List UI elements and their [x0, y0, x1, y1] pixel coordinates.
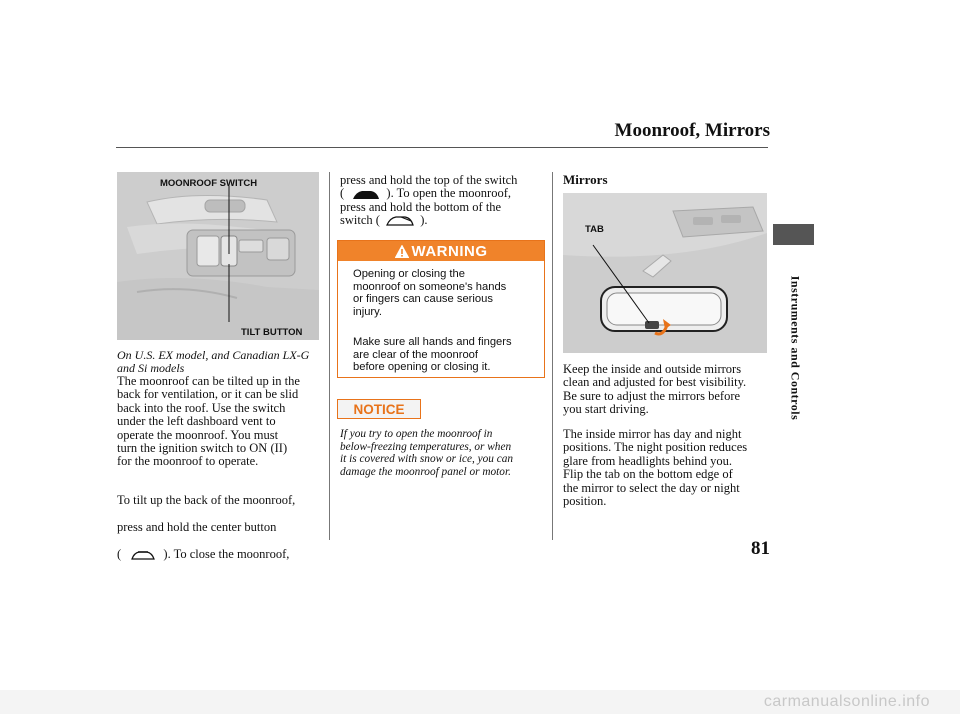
moonroof-switch-photo	[117, 172, 319, 340]
middle-line-1: press and hold the top of the switch	[340, 173, 518, 187]
footer-watermark: carmanualsonline.info	[0, 690, 960, 714]
tab-label: TAB	[585, 224, 604, 235]
column-divider-right	[552, 172, 553, 540]
close-moonroof-icon	[351, 189, 381, 201]
tilt-line-3: ( ). To close the moonroof,	[117, 547, 290, 562]
section-tab-marker	[773, 224, 814, 245]
tilt-line-2: press and hold the center button	[117, 520, 277, 535]
warning-text-1: Opening or closing the moonroof on someone's hands or fingers can cause serious injury.	[353, 268, 507, 318]
notice-badge: NOTICE	[337, 399, 421, 419]
mirror-illustration	[563, 193, 767, 353]
warning-triangle-icon	[395, 245, 409, 258]
moonroof-open-close-text	[340, 174, 550, 228]
column-divider-left	[329, 172, 330, 540]
mirrors-paragraph-1: Keep the inside and outside mirrors clean and adjusted for best visibility. Be sure to adjust the mirrors before you start driving.	[563, 362, 747, 417]
moonroof-switch-label: MOONROOF SWITCH	[160, 178, 258, 189]
middle-line-4: switch ( ).	[340, 213, 428, 228]
notice-text: If you try to open the moonroof in below-freezing temperatures, or when it is covered with snow or ice, you can damage the moonroof panel or motor.	[340, 428, 514, 478]
section-tab-label: Instruments and Controls	[788, 275, 803, 421]
warning-title: WARNING	[411, 242, 488, 260]
rearview-mirror-photo	[563, 193, 767, 353]
tilt-line-1: To tilt up the back of the moonroof,	[117, 493, 296, 508]
tilt-moonroof-icon	[130, 549, 156, 561]
dashboard-illustration	[117, 172, 319, 340]
warning-box	[337, 240, 545, 378]
warning-text-2: Make sure all hands and fingers are clear of the moonroof before opening or closing it.	[353, 336, 512, 374]
header-rule	[116, 147, 768, 148]
middle-line-3: press and hold the bottom of the	[340, 199, 502, 214]
middle-line-2: ( ). To open the moonroof,	[340, 186, 511, 201]
warning-header	[338, 241, 544, 261]
figure-caption: On U.S. EX model, and Canadian LX-G and Si models	[117, 348, 310, 375]
open-moonroof-icon	[385, 215, 415, 227]
moonroof-intro-paragraph: The moonroof can be tilted up in the back for ventilation, or it can be slid back into the roof. Use the switch under the left dashboard vent to operate the moonroof. You must turn the ignition switch to ON (II) for the moonroof to operate.	[117, 374, 300, 469]
page-number: 81	[751, 538, 770, 559]
tilt-instructions-paragraph	[117, 481, 327, 575]
mirrors-paragraph-2: The inside mirror has day and night positions. The night position reduces glare from headlights behind you. Flip the tab on the bottom edge of the mirror to select the day or night position.	[563, 427, 748, 509]
page-title: Moonroof, Mirrors	[614, 120, 770, 141]
tilt-button-label: TILT BUTTON	[241, 327, 303, 338]
mirrors-heading: Mirrors	[563, 172, 608, 187]
